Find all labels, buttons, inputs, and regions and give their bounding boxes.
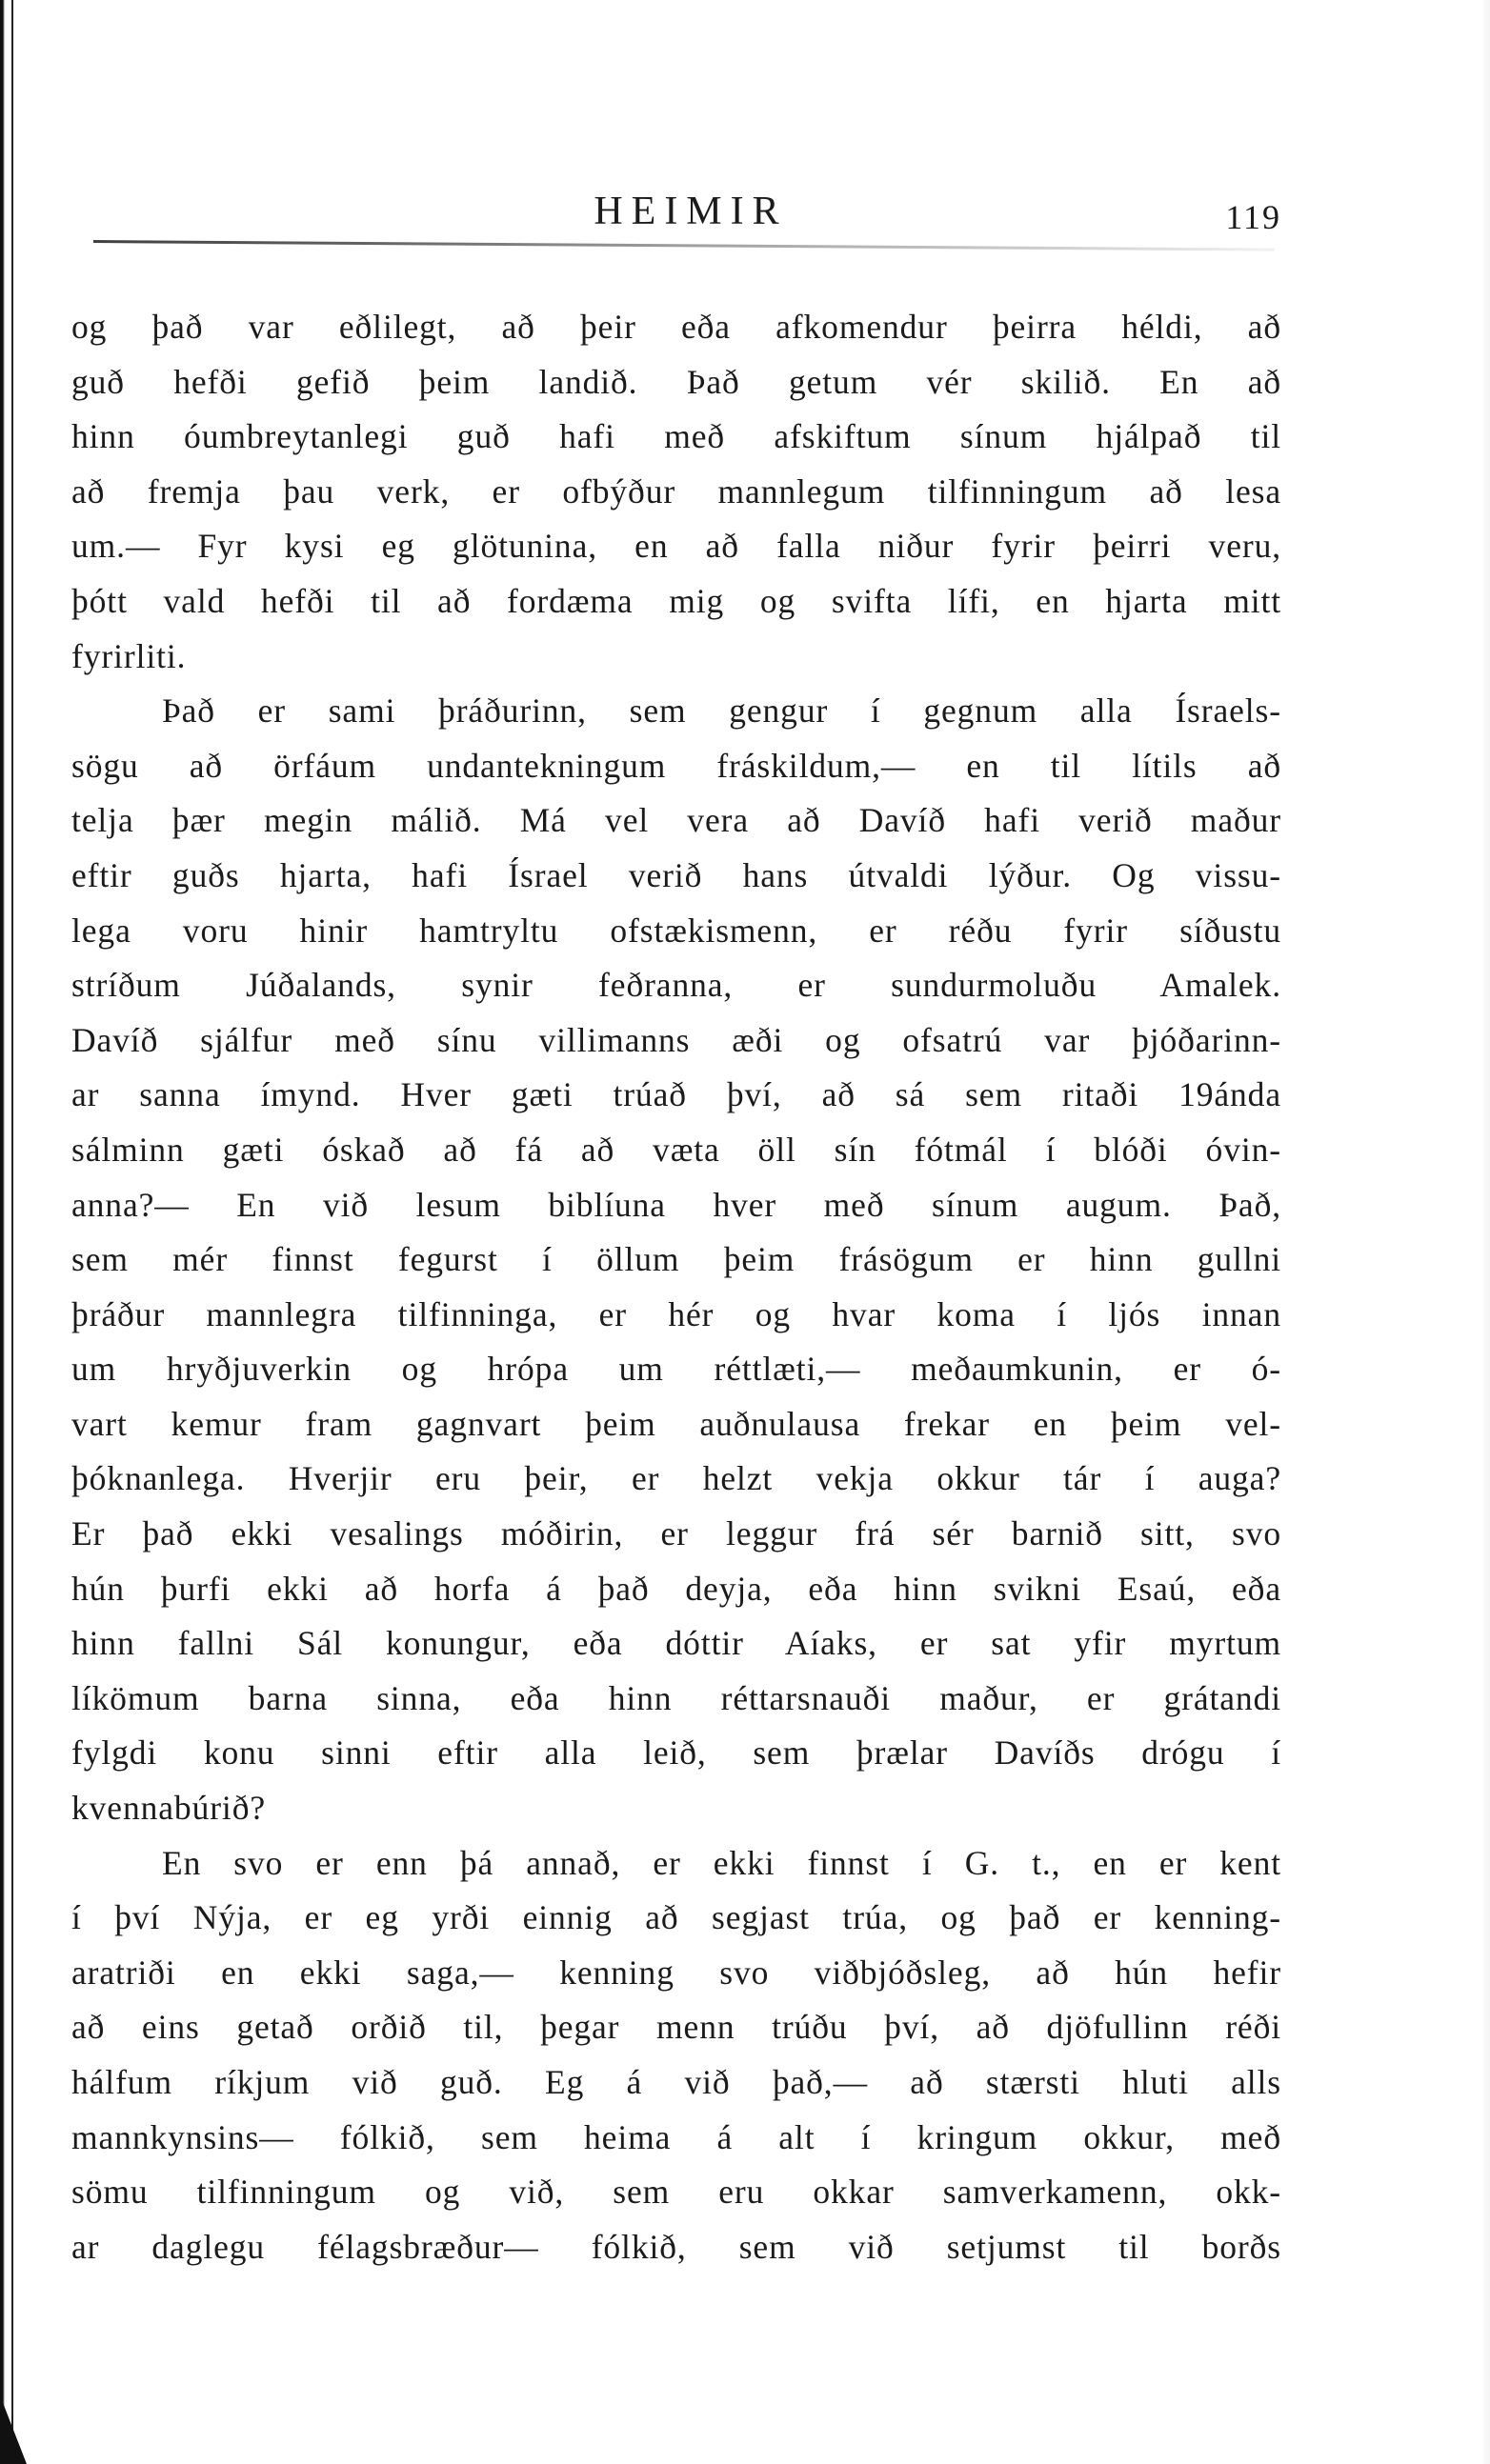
- text-line-30: í því Nýja, er eg yrði einnig að segjast trúa, og það er kenning-: [71, 1898, 1281, 1937]
- text-line-4: að fremja þau verk, er ofbýður mannlegum tilfinningum að lesa: [71, 471, 1281, 511]
- text-line-23: Er það ekki vesalings móðirin, er leggur frá sér barnið sitt, svo: [71, 1514, 1281, 1553]
- text-line-27: fylgdi konu sinni eftir alla leið, sem þrælar Davíðs drógu í: [71, 1733, 1281, 1773]
- text-line-16: sálminn gæti óskað að fá að væta öll sín fótmál í blóði óvin-: [71, 1130, 1281, 1169]
- header-rule: [93, 240, 1275, 251]
- corner-mark: [0, 2395, 27, 2464]
- page-right-edge: [1480, 0, 1490, 2464]
- running-title: HEIMIR: [594, 190, 788, 233]
- text-line-31: aratriði en ekki saga,— kenning svo viðbjóðsleg, að hún hefir: [71, 1953, 1281, 1992]
- text-line-35: sömu tilfinningum og við, sem eru okkar samverkamenn, okk-: [71, 2173, 1281, 2212]
- text-line-33: hálfum ríkjum við guð. Eg á við það,— að stærsti hluti alls: [71, 2063, 1281, 2101]
- text-line-14: Davíð sjálfur með sínu villimanns æði og ofsatrú var þjóðarinn-: [71, 1020, 1281, 1059]
- text-line-32: að eins getað orðið til, þegar menn trúðu því, að djöfullinn réði: [71, 2008, 1281, 2047]
- body-text: [71, 300, 1281, 2274]
- text-line-34: mannkynsins— fólkið, sem heima á alt í kringum okkur, með: [71, 2117, 1281, 2156]
- text-line-2: guð hefði gefið þeim landið. Það getum vér skilið. En að: [71, 362, 1281, 401]
- page-number: 119: [1225, 198, 1281, 236]
- text-line-1: og það var eðlilegt, að þeir eða afkomendur þeirra héldi, að: [71, 308, 1281, 346]
- text-line-28: kvennabúrið?: [71, 1789, 267, 1828]
- text-line-7: fyrirliti.: [71, 636, 187, 675]
- text-line-24: hún þurfi ekki að horfa á það deyja, eða hinn svikni Esaú, eða: [71, 1569, 1281, 1608]
- text-line-8: Það er sami þráðurinn, sem gengur í gegnum alla Ísraels-: [162, 691, 1281, 731]
- text-line-6: þótt vald hefði til að fordæma mig og svifta lífi, en hjarta mitt: [71, 581, 1281, 620]
- text-line-17: anna?— En við lesum biblíuna hver með sínum augum. Það,: [71, 1185, 1281, 1224]
- text-line-20: um hryðjuverkin og hrópa um réttlæti,— meðaumkunin, er ó-: [71, 1350, 1281, 1389]
- text-line-13: stríðum Júðalands, synir feðranna, er sundurmoluðu Amalek.: [71, 966, 1281, 1005]
- text-line-9: sögu að örfáum undantekningum fráskildum,— en til lítils að: [71, 746, 1281, 785]
- text-line-15: ar sanna ímynd. Hver gæti trúað því, að sá sem ritaði 19ánda: [71, 1075, 1281, 1114]
- text-line-36: ar daglegu félagsbræður— fólkið, sem við setjumst til borðs: [71, 2227, 1281, 2266]
- text-line-12: lega voru hinir hamtryltu ofstækismenn, er réðu fyrir síðustu: [71, 911, 1281, 950]
- binding-line: [11, 0, 13, 2464]
- text-line-18: sem mér finnst fegurst í öllum þeim frásögum er hinn gullni: [71, 1240, 1281, 1279]
- text-line-21: vart kemur fram gagnvart þeim auðnulausa frekar en þeim vel-: [71, 1404, 1281, 1443]
- text-line-3: hinn óumbreytanlegi guð hafi með afskiftum sínum hjálpað til: [71, 417, 1281, 456]
- text-line-10: telja þær megin málið. Má vel vera að Davíð hafi verið maður: [71, 801, 1281, 840]
- text-line-26: líkömum barna sinna, eða hinn réttarsnauði maður, er grátandi: [71, 1678, 1281, 1717]
- page-binding-shadow: [0, 0, 32, 2464]
- text-line-22: þóknanlega. Hverjir eru þeir, er helzt vekja okkur tár í auga?: [71, 1459, 1281, 1498]
- text-line-5: um.— Fyr kysi eg glötunina, en að falla niður fyrir þeirri veru,: [71, 527, 1281, 566]
- text-line-25: hinn fallni Sál konungur, eða dóttir Aíaks, er sat yfir myrtum: [71, 1624, 1281, 1663]
- text-line-19: þráður mannlegra tilfinninga, er hér og hvar koma í ljós innan: [71, 1294, 1281, 1333]
- text-line-29: En svo er enn þá annað, er ekki finnst í G. t., en er kent: [162, 1843, 1281, 1882]
- text-line-11: eftir guðs hjarta, hafi Ísrael verið hans útvaldi lýður. Og vissu-: [71, 855, 1281, 894]
